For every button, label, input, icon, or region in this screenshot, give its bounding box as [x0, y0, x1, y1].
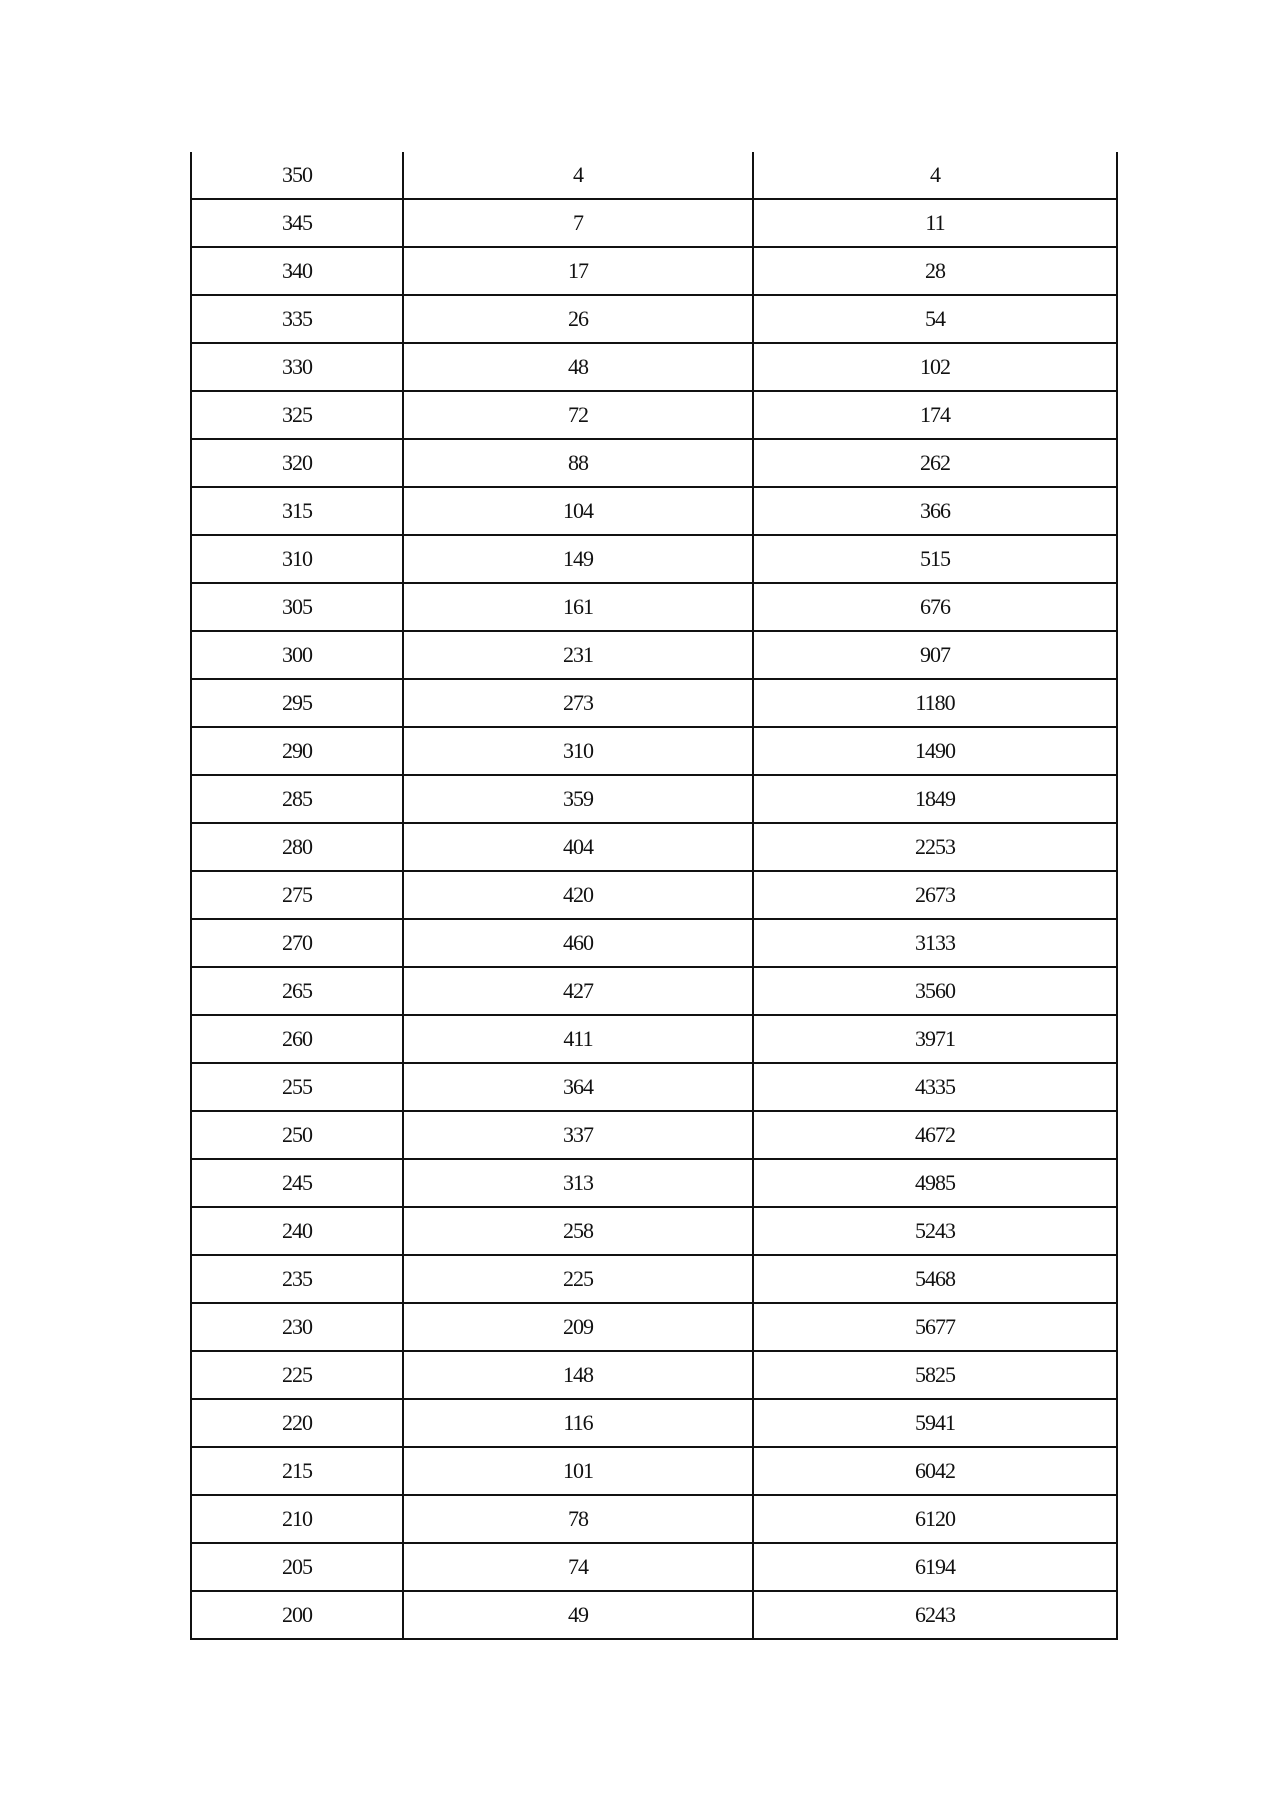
table-row — [191, 1255, 1117, 1303]
table-row — [191, 1447, 1117, 1495]
cumulative-cell: 3560 — [753, 967, 1117, 1015]
count-cell: 231 — [403, 631, 753, 679]
table-row — [191, 727, 1117, 775]
score-cell: 295 — [191, 679, 403, 727]
score-cell: 245 — [191, 1159, 403, 1207]
cumulative-cell: 3133 — [753, 919, 1117, 967]
cumulative-cell: 5677 — [753, 1303, 1117, 1351]
score-cell: 335 — [191, 295, 403, 343]
cumulative-cell: 907 — [753, 631, 1117, 679]
count-cell: 149 — [403, 535, 753, 583]
score-cell: 230 — [191, 1303, 403, 1351]
cumulative-cell: 676 — [753, 583, 1117, 631]
table-row — [191, 535, 1117, 583]
score-cell: 205 — [191, 1543, 403, 1591]
cumulative-cell: 4985 — [753, 1159, 1117, 1207]
table-row — [191, 631, 1117, 679]
score-cell: 315 — [191, 487, 403, 535]
cumulative-cell: 1490 — [753, 727, 1117, 775]
count-cell: 78 — [403, 1495, 753, 1543]
count-cell: 404 — [403, 823, 753, 871]
count-cell: 273 — [403, 679, 753, 727]
score-cell: 235 — [191, 1255, 403, 1303]
score-table-container — [190, 152, 1116, 1640]
cumulative-cell: 2673 — [753, 871, 1117, 919]
table-row — [191, 775, 1117, 823]
table-row — [191, 439, 1117, 487]
count-cell: 364 — [403, 1063, 753, 1111]
score-cell: 265 — [191, 967, 403, 1015]
cumulative-cell: 6194 — [753, 1543, 1117, 1591]
score-cell: 330 — [191, 343, 403, 391]
table-row — [191, 1015, 1117, 1063]
cumulative-cell: 262 — [753, 439, 1117, 487]
cumulative-cell: 6243 — [753, 1591, 1117, 1639]
count-cell: 225 — [403, 1255, 753, 1303]
cumulative-cell: 3971 — [753, 1015, 1117, 1063]
table-row — [191, 1591, 1117, 1639]
cumulative-cell: 54 — [753, 295, 1117, 343]
score-cell: 350 — [191, 152, 403, 199]
count-cell: 209 — [403, 1303, 753, 1351]
table-row — [191, 1543, 1117, 1591]
table-row — [191, 1111, 1117, 1159]
count-cell: 337 — [403, 1111, 753, 1159]
score-cell: 275 — [191, 871, 403, 919]
cumulative-cell: 28 — [753, 247, 1117, 295]
count-cell: 420 — [403, 871, 753, 919]
score-cell: 345 — [191, 199, 403, 247]
table-row — [191, 295, 1117, 343]
count-cell: 161 — [403, 583, 753, 631]
table-row — [191, 1399, 1117, 1447]
cumulative-cell: 6042 — [753, 1447, 1117, 1495]
count-cell: 7 — [403, 199, 753, 247]
score-cell: 225 — [191, 1351, 403, 1399]
score-cell: 210 — [191, 1495, 403, 1543]
cumulative-cell: 5243 — [753, 1207, 1117, 1255]
cumulative-cell: 5825 — [753, 1351, 1117, 1399]
count-cell: 74 — [403, 1543, 753, 1591]
table-row — [191, 487, 1117, 535]
table-row — [191, 679, 1117, 727]
score-cell: 285 — [191, 775, 403, 823]
table-row — [191, 1159, 1117, 1207]
cumulative-cell: 6120 — [753, 1495, 1117, 1543]
count-cell: 101 — [403, 1447, 753, 1495]
count-cell: 148 — [403, 1351, 753, 1399]
cumulative-cell: 2253 — [753, 823, 1117, 871]
count-cell: 48 — [403, 343, 753, 391]
table-row — [191, 247, 1117, 295]
count-cell: 4 — [403, 152, 753, 199]
table-row — [191, 823, 1117, 871]
count-cell: 72 — [403, 391, 753, 439]
table-row — [191, 967, 1117, 1015]
cumulative-cell: 1180 — [753, 679, 1117, 727]
count-cell: 359 — [403, 775, 753, 823]
score-cell: 320 — [191, 439, 403, 487]
cumulative-cell: 4672 — [753, 1111, 1117, 1159]
cumulative-cell: 102 — [753, 343, 1117, 391]
table-row — [191, 871, 1117, 919]
table-row — [191, 1063, 1117, 1111]
table-row — [191, 1303, 1117, 1351]
score-cell: 305 — [191, 583, 403, 631]
count-cell: 310 — [403, 727, 753, 775]
score-cell: 300 — [191, 631, 403, 679]
score-cell: 270 — [191, 919, 403, 967]
count-cell: 17 — [403, 247, 753, 295]
score-cell: 215 — [191, 1447, 403, 1495]
table-row — [191, 1207, 1117, 1255]
table-row — [191, 1495, 1117, 1543]
score-cell: 200 — [191, 1591, 403, 1639]
count-cell: 116 — [403, 1399, 753, 1447]
table-row — [191, 199, 1117, 247]
cumulative-cell: 11 — [753, 199, 1117, 247]
table-row — [191, 919, 1117, 967]
score-distribution-table — [190, 152, 1118, 1640]
score-cell: 220 — [191, 1399, 403, 1447]
count-cell: 26 — [403, 295, 753, 343]
score-cell: 325 — [191, 391, 403, 439]
cumulative-cell: 174 — [753, 391, 1117, 439]
count-cell: 460 — [403, 919, 753, 967]
cumulative-cell: 5941 — [753, 1399, 1117, 1447]
score-cell: 310 — [191, 535, 403, 583]
cumulative-cell: 4 — [753, 152, 1117, 199]
score-cell: 340 — [191, 247, 403, 295]
count-cell: 411 — [403, 1015, 753, 1063]
score-cell: 260 — [191, 1015, 403, 1063]
count-cell: 49 — [403, 1591, 753, 1639]
cumulative-cell: 366 — [753, 487, 1117, 535]
score-cell: 280 — [191, 823, 403, 871]
score-cell: 255 — [191, 1063, 403, 1111]
cumulative-cell: 515 — [753, 535, 1117, 583]
count-cell: 88 — [403, 439, 753, 487]
cumulative-cell: 4335 — [753, 1063, 1117, 1111]
table-row — [191, 1351, 1117, 1399]
table-row — [191, 583, 1117, 631]
table-row — [191, 391, 1117, 439]
table-row — [191, 152, 1117, 199]
count-cell: 313 — [403, 1159, 753, 1207]
table-body — [191, 152, 1117, 1639]
score-cell: 240 — [191, 1207, 403, 1255]
score-cell: 250 — [191, 1111, 403, 1159]
cumulative-cell: 1849 — [753, 775, 1117, 823]
count-cell: 427 — [403, 967, 753, 1015]
score-cell: 290 — [191, 727, 403, 775]
count-cell: 104 — [403, 487, 753, 535]
count-cell: 258 — [403, 1207, 753, 1255]
table-row — [191, 343, 1117, 391]
cumulative-cell: 5468 — [753, 1255, 1117, 1303]
